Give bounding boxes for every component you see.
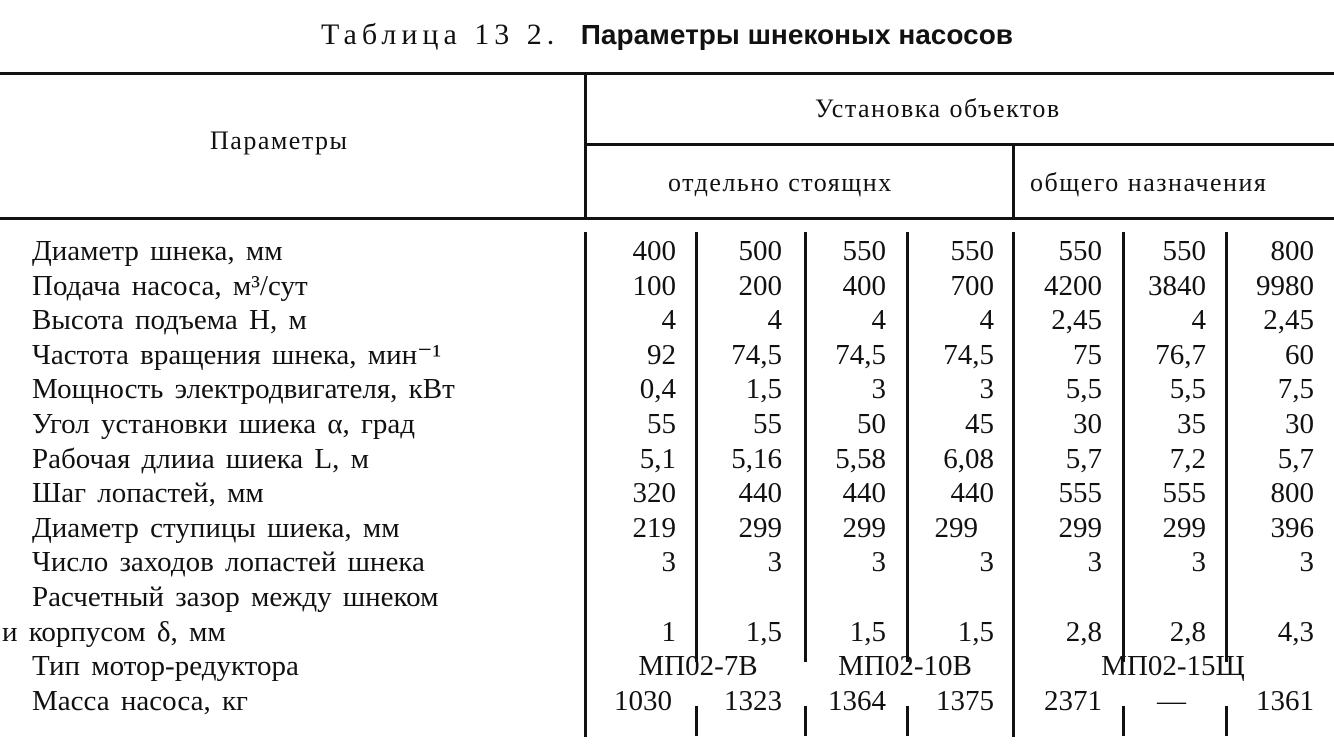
cell: 100 [632,269,676,302]
cell: 4 [767,304,782,337]
table-row [0,338,1334,373]
cell: 4 [871,304,886,337]
cell: 4 [661,304,676,337]
cell: 3 [979,546,994,579]
cell: 219 [632,511,676,544]
table-row [0,303,1334,338]
cell: 4 [979,304,994,337]
row-label: и корпусом δ, мм [2,615,226,648]
cell: 75 [1073,338,1102,371]
sub-header-standalone: отдельно стоящнх [668,168,893,197]
cell: 3 [1299,546,1314,579]
cell: 550 [950,235,994,267]
cell: 74,5 [835,338,886,371]
cell: 800 [1270,235,1314,267]
cell: 1364 [828,684,886,717]
cell: 299 [934,511,978,544]
cell: 299 [842,511,886,544]
cell: 5,5 [1169,373,1206,406]
table-row [0,580,1334,615]
row-label: Расчетный зазор между шнеком [32,580,439,613]
cell: 1375 [936,684,994,717]
cell: 7,5 [1277,373,1314,406]
reducer-type-cell: МП02-7В [638,650,758,683]
cell: 440 [842,477,886,510]
cell: 0,4 [639,373,676,406]
cell: 1,5 [957,615,994,648]
cell: 555 [1058,477,1102,510]
row-label: Подача насоса, м³/сут [32,269,308,302]
cell: 1361 [1256,684,1314,717]
table-row-mass [0,684,1334,719]
cell: 440 [738,477,782,510]
cell: 1030 [614,684,672,717]
table-title: Параметры шнеконых насосов [580,19,1014,50]
table-row [0,615,1334,650]
table-row [0,442,1334,477]
cell: 3 [871,373,886,406]
table-number: Таблица 13 2. [320,18,560,51]
cell: 5,7 [1277,442,1314,475]
table-row-reducer [0,649,1334,684]
cell: 550 [1162,235,1206,267]
cell: 1 [661,615,676,648]
cell: 700 [950,269,994,302]
cell: 6,08 [943,442,994,475]
cell: 35 [1177,407,1206,440]
cell: 555 [1162,477,1206,510]
cell: 3840 [1148,269,1206,302]
cell: 440 [950,477,994,510]
cell: 200 [738,269,782,302]
cell: 1323 [724,684,782,717]
reducer-type-cell: МП02-15Щ [1101,650,1245,683]
cell: 55 [647,407,676,440]
row-label: Частота вращения шнека, мин⁻¹ [32,338,442,371]
row-label: Диаметр шнека, мм [32,235,283,267]
cell: 4,3 [1277,615,1314,648]
cell: 7,2 [1169,442,1206,475]
cell: 3 [979,373,994,406]
cell: 4200 [1044,269,1102,302]
group-header: Установка объектов [815,94,1061,123]
row-label: Диаметр ступицы шиека, мм [32,511,400,544]
cell: 1,5 [849,615,886,648]
row-label: Мощность электродвигателя, кВт [32,373,455,406]
cell: — [1157,684,1186,717]
cell: 5,1 [639,442,676,475]
cell: 1,5 [745,615,782,648]
cell: 2371 [1044,684,1102,717]
header-divider-groups [1012,145,1015,219]
cell: 2,45 [1263,304,1314,337]
cell: 550 [1058,235,1102,267]
row-label: Рабочая длииа шиека L, м [32,442,369,475]
cell: 74,5 [943,338,994,371]
cell: 74,5 [731,338,782,371]
cell: 92 [647,338,676,371]
cell: 30 [1285,407,1314,440]
cell: 299 [738,511,782,544]
cell: 50 [857,407,886,440]
cell: 30 [1073,407,1102,440]
table-row [0,372,1334,407]
cell: 9980 [1256,269,1314,302]
header-divider-params [584,73,587,219]
row-label: Шаг лопастей, мм [32,477,264,510]
table-caption [0,18,1334,52]
table-row [0,407,1334,442]
reducer-type-cell: МП02-10В [838,650,972,683]
sub-header-general: общего назначения [1030,168,1268,197]
row-label: Число заходов лопастей шнека [32,546,425,579]
cell: 5,16 [731,442,782,475]
cell: 3 [1087,546,1102,579]
table-row [0,511,1334,546]
cell: 299 [1162,511,1206,544]
row-label: Угол установки шиека α, град [32,407,416,440]
cell: 2,45 [1051,304,1102,337]
cell: 5,7 [1065,442,1102,475]
cell: 60 [1285,338,1314,371]
cell: 3 [1191,546,1206,579]
cell: 4 [1191,304,1206,337]
cell: 500 [738,235,782,267]
group-rule [586,143,1334,146]
cell: 5,58 [835,442,886,475]
cell: 55 [753,407,782,440]
cell: 2,8 [1065,615,1102,648]
row-label: Высота подъема H, м [32,304,307,337]
cell: 76,7 [1155,338,1206,371]
table-row [0,234,1334,269]
cell: 5,5 [1065,373,1102,406]
cell: 2,8 [1169,615,1206,648]
cell: 3 [871,546,886,579]
table-body [0,234,1334,718]
table-row [0,545,1334,580]
table-row [0,269,1334,304]
cell: 800 [1270,477,1314,510]
cell: 45 [965,407,994,440]
header-bottom-rule [0,217,1334,220]
cell: 299 [1058,511,1102,544]
row-label: Масса насоса, кг [32,684,248,717]
table-row [0,476,1334,511]
parameters-header: Параметры [210,126,349,155]
cell: 400 [842,269,886,302]
cell: 3 [661,546,676,579]
top-rule [0,72,1334,75]
cell: 396 [1270,511,1314,544]
cell: 1,5 [745,373,782,406]
cell: 400 [632,235,676,267]
cell: 3 [767,546,782,579]
cell: 550 [842,235,886,267]
cell: 320 [632,477,676,510]
row-label: Тип мотор-редуктора [32,650,299,683]
